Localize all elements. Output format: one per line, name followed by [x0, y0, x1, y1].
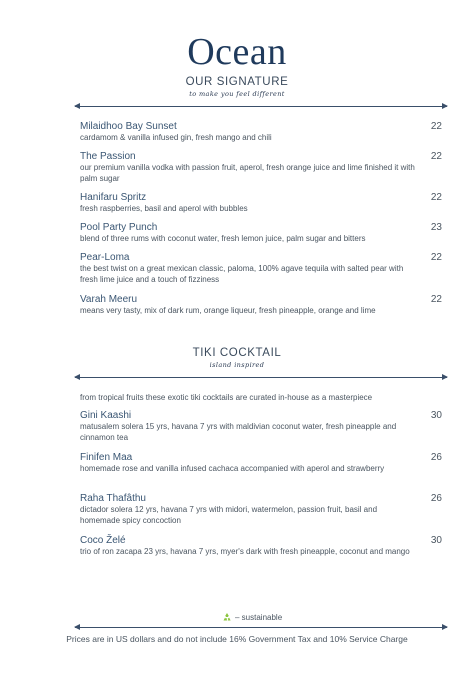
item-name: Finifen Maa [80, 452, 133, 463]
tiki-title: TIKI COCKTAIL [192, 347, 282, 359]
brand-title: Ocean [187, 31, 287, 73]
item-price: 22 [430, 121, 442, 132]
item-price: 26 [430, 452, 442, 463]
recycle-icon [222, 612, 232, 622]
footer-divider [75, 627, 447, 628]
menu-item [80, 493, 444, 526]
item-price: 22 [430, 151, 442, 162]
sustainable-legend [222, 612, 282, 622]
item-description: fresh raspberries, basil and aperol with bubbles [80, 204, 248, 213]
item-name: Varah Meeru [80, 294, 138, 305]
menu-item [80, 192, 444, 215]
signature-subtitle: to make you feel different [189, 90, 285, 98]
item-price: 26 [430, 493, 442, 504]
item-description: the best twist on a great mexican classic, paloma, 100% agave tequila with salted pear with fresh lime juice and a touch of fizziness [80, 264, 404, 284]
item-description: blend of three rums with coconut water, fresh lemon juice, palm sugar and bitters [80, 234, 366, 243]
item-name: The Passion [80, 151, 136, 162]
signature-title: OUR SIGNATURE [185, 76, 289, 88]
item-name: Milaidhoo Bay Sunset [80, 121, 177, 132]
item-name: Raha Thafâthu [80, 493, 146, 504]
tiki-intro: from tropical fruits these exotic tiki cocktails are curated in-house as a masterpiece [80, 393, 373, 402]
item-description: our premium vanilla vodka with passion fruit, aperol, fresh orange juice and lime finished it with palm sugar [80, 163, 415, 183]
menu-item [80, 452, 444, 475]
item-price: 22 [430, 294, 442, 305]
item-price: 23 [430, 222, 442, 233]
item-description: trio of ron zacapa 23 yrs, havana 7 yrs, myer's dark with fresh pineapple, coconut and mango [80, 547, 410, 556]
menu-item [80, 151, 444, 184]
menu-item [80, 222, 444, 245]
item-description: means very tasty, mix of dark rum, orange liqueur, fresh pineapple, orange and lime [80, 306, 376, 315]
price-disclaimer: Prices are in US dollars and do not include 16% Government Tax and 10% Service Charge [66, 634, 408, 644]
signature-divider [75, 106, 447, 107]
item-name: Pool Party Punch [80, 222, 158, 233]
item-description: matusalem solera 15 yrs, havana 7 yrs with maldivian coconut water, fresh pineapple and cinnamon tea [80, 422, 397, 442]
item-price: 30 [430, 410, 442, 421]
menu-item [80, 294, 444, 317]
item-name: Hanifaru Spritz [80, 192, 147, 203]
item-price: 30 [430, 535, 442, 546]
menu-item [80, 410, 444, 443]
item-name: Coco Želé [80, 535, 126, 546]
menu-item [80, 252, 444, 285]
item-name: Gini Kaashi [80, 410, 132, 421]
item-name: Pear-Loma [80, 252, 130, 263]
item-description: dictador solera 12 yrs, havana 7 yrs with midori, watermelon, passion fruit, basil and homemade spicy concoction [80, 505, 378, 525]
menu-item [80, 121, 444, 144]
tiki-divider [75, 377, 447, 378]
tiki-subtitle: island inspired [209, 361, 265, 369]
menu-item [80, 535, 444, 558]
item-price: 22 [430, 192, 442, 203]
item-description: homemade rose and vanilla infused cachaca accompanied with aperol and strawberry [80, 464, 385, 473]
sustainable-label: – sustainable [235, 612, 283, 622]
item-description: cardamom & vanilla infused gin, fresh mango and chili [80, 133, 272, 142]
item-price: 22 [430, 252, 442, 263]
